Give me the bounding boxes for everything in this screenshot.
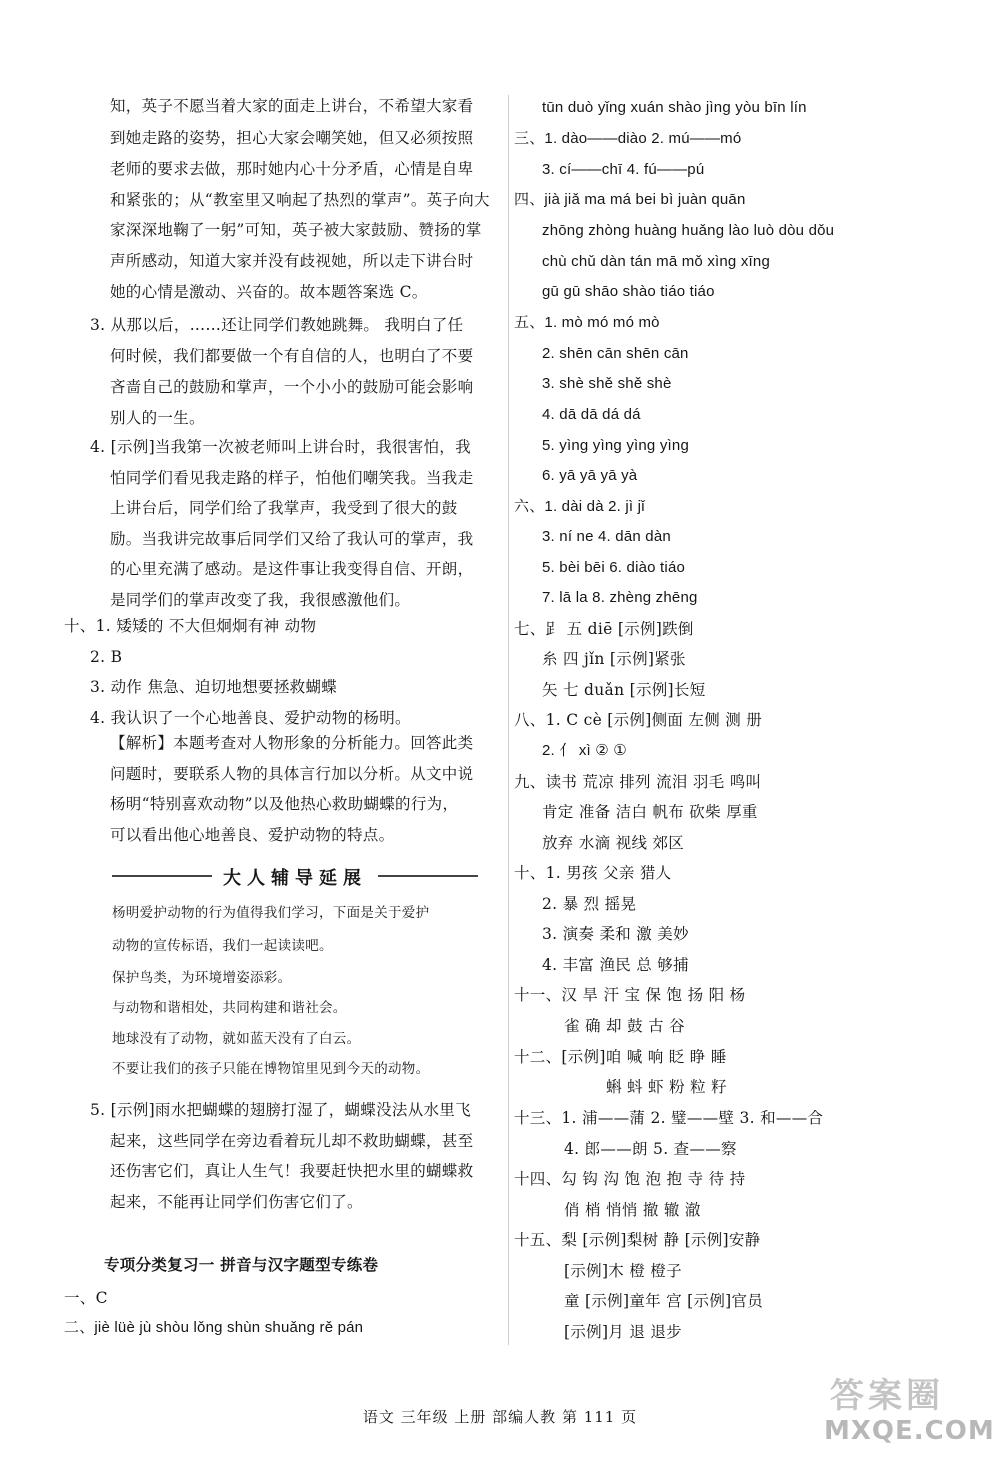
answer-line: 童 [示例]童年 宫 [示例]官员 bbox=[564, 1292, 764, 1310]
answer-line: 五、1. mò mó mó mò bbox=[514, 314, 660, 331]
answer-line: 3. ní ne 4. dān dàn bbox=[542, 528, 671, 545]
answer-line: 和紧张的；从“教室里又响起了热烈的掌声”。英子向大 bbox=[110, 191, 490, 209]
answer-line: 糸 四 jǐn [示例]紧张 bbox=[542, 650, 686, 668]
answer-line: 家深深地鞠了一躬”可知，英子被大家鼓励、赞扬的掌 bbox=[110, 221, 482, 239]
answer-line: 六、1. dài dà 2. jì jǐ bbox=[514, 498, 645, 515]
pinyin-line: 二、jiè lüè jù shòu lǒng shùn shuǎng rě pán bbox=[64, 1319, 364, 1336]
answer-line: 蝌 蚪 虾 粉 粒 籽 bbox=[606, 1078, 727, 1096]
answer-line: 3. 从那以后，……还让同学们教她跳舞。 我明白了任 bbox=[90, 316, 464, 334]
answer-line: 可以看出他心地善良、爱护动物的特点。 bbox=[110, 826, 395, 844]
extension-line: 地球没有了动物，就如蓝天没有了白云。 bbox=[112, 1031, 361, 1047]
answer-line: 十、1. 男孩 父亲 猎人 bbox=[514, 864, 672, 882]
extension-line: 与动物和谐相处，共同构建和谐社会。 bbox=[112, 1000, 347, 1016]
answer-line: 她的心情是激动、兴奋的。故本题答案选 C。 bbox=[110, 283, 428, 301]
answer-line: 十三、1. 浦——蒲 2. 璧——壁 3. 和——合 bbox=[514, 1109, 824, 1127]
answer-line: 问题时，要联系人物的具体言行加以分析。从文中说 bbox=[110, 765, 474, 783]
answer-line: 知，英子不愿当着大家的面走上讲台，不希望大家看 bbox=[110, 97, 474, 115]
extension-banner bbox=[112, 862, 478, 890]
banner-title: 大人辅导延展 bbox=[223, 868, 367, 889]
answer-line: 九、读书 荒凉 排列 流泪 羽毛 鸣叫 bbox=[514, 773, 762, 791]
answer-line: 3. 演奏 柔和 激 美妙 bbox=[542, 925, 689, 943]
answer-line: 三、1. dào——diào 2. mú——mó bbox=[514, 130, 742, 147]
watermark-url: MXQE.COM bbox=[824, 1416, 995, 1446]
answer-line: [示例]木 橙 橙子 bbox=[564, 1262, 682, 1280]
watermark-logo bbox=[820, 1368, 998, 1458]
answer-line: 十一、汉 旱 汗 宝 保 饱 扬 阳 杨 bbox=[514, 986, 746, 1004]
answer-line: tūn duò yǐng xuán shào jìng yòu bīn lín bbox=[542, 99, 807, 116]
answer-line: 4. 丰富 渔民 总 够捕 bbox=[542, 956, 689, 974]
answer-line: zhōng zhòng huàng huǎng lào luò dòu dǒu bbox=[542, 222, 835, 239]
answer-line: 矢 七 duǎn [示例]长短 bbox=[542, 681, 706, 699]
answer-line: 十四、勾 钩 沟 饱 泡 抱 寺 待 持 bbox=[514, 1170, 746, 1188]
answer-line: 何时候，我们都要做一个有自信的人，也明白了不要 bbox=[110, 347, 474, 365]
answer-line: 4. [示例]当我第一次被老师叫上讲台时，我很害怕，我 bbox=[90, 438, 471, 456]
answer-line: [示例]月 退 退步 bbox=[564, 1323, 682, 1341]
answer-line: 肯定 准备 洁白 帆布 砍柴 厚重 bbox=[542, 803, 758, 821]
answer-line: 3. cí——chī 4. fú——pú bbox=[542, 161, 705, 178]
section-title: 专项分类复习一 拼音与汉字题型专练卷 bbox=[104, 1256, 379, 1274]
extension-line: 保护鸟类，为环境增姿添彩。 bbox=[112, 970, 292, 986]
answer-line: 5. [示例]雨水把蝴蝶的翅膀打湿了，蝴蝶没法从水里飞 bbox=[90, 1101, 471, 1119]
answer-line: 七、𧾷 五 diē [示例]跌倒 bbox=[514, 620, 694, 638]
extension-line: 不要让我们的孩子只能在博物馆里见到今天的动物。 bbox=[112, 1061, 430, 1077]
extension-line: 动物的宣传标语，我们一起读读吧。 bbox=[112, 938, 333, 954]
answer-line: 一、C bbox=[64, 1289, 108, 1307]
answer-line: 十、1. 矮矮的 不大但炯炯有神 动物 bbox=[64, 617, 317, 635]
answer-line: 5. yìng yìng yìng yìng bbox=[542, 437, 689, 454]
answer-line: 俏 梢 悄悄 撤 辙 澈 bbox=[564, 1201, 701, 1219]
answer-line: 声所感动，知道大家并没有歧视她，所以走下讲台时 bbox=[110, 252, 474, 270]
answer-line: 3. shè shě shě shè bbox=[542, 375, 672, 392]
answer-line: 到她走路的姿势，担心大家会嘲笑她，但又必须按照 bbox=[110, 129, 474, 147]
answer-line: 雀 确 却 鼓 古 谷 bbox=[564, 1017, 685, 1035]
answer-line: 别人的一生。 bbox=[110, 409, 205, 427]
answer-line: 5. bèi bēi 6. diào tiáo bbox=[542, 559, 686, 576]
answer-line: 吝啬自己的鼓励和掌声，一个小小的鼓励可能会影响 bbox=[110, 378, 474, 396]
page-footer: 语文 三年级 上册 部编人教 第 111 页 bbox=[362, 1408, 638, 1426]
answer-line: gū gū shāo shào tiáo tiáo bbox=[542, 283, 715, 300]
answer-line: 起来，不能再让同学们伤害它们了。 bbox=[110, 1193, 363, 1211]
answer-line: 怕同学们看见我走路的样子，怕他们嘲笑我。当我走 bbox=[110, 469, 474, 487]
answer-line: 上讲台后，同学们给了我掌声，我受到了很大的鼓 bbox=[110, 499, 458, 517]
answer-line: 3. 动作 焦急、迫切地想要拯救蝴蝶 bbox=[90, 678, 338, 696]
answer-line: 4. dā dā dá dá bbox=[542, 406, 641, 423]
answer-line: 2. 暴 烈 摇晃 bbox=[542, 895, 637, 913]
answer-line: 6. yā yā yā yà bbox=[542, 467, 638, 484]
answer-line: 4. 郎——朗 5. 查——察 bbox=[564, 1140, 737, 1158]
column-divider bbox=[508, 95, 509, 1345]
watermark-text: 答案圈 bbox=[830, 1376, 944, 1416]
answer-line: 的心里充满了感动。是这件事让我变得自信、开朗， bbox=[110, 560, 474, 578]
answer-line: 4. 我认识了一个心地善良、爱护动物的杨明。 bbox=[90, 709, 411, 727]
answer-line: 杨明“特别喜欢动物”以及他热心救助蝴蝶的行为， bbox=[110, 795, 459, 813]
answer-line: 【解析】本题考查对人物形象的分析能力。回答此类 bbox=[110, 734, 474, 752]
answer-line: 八、1. C cè [示例]侧面 左侧 测 册 bbox=[514, 711, 763, 729]
answer-line: 2. shēn cān shēn cān bbox=[542, 345, 689, 362]
answer-line: 是同学们的掌声改变了我，我很感激他们。 bbox=[110, 591, 411, 609]
answer-line: 2. 亻 xì ② ① bbox=[542, 742, 627, 759]
answer-line: 还伤害它们，真让人生气！我要赶快把水里的蝴蝶救 bbox=[110, 1162, 474, 1180]
answer-line: 2. B bbox=[90, 648, 123, 666]
answer-line: 7. lā la 8. zhèng zhēng bbox=[542, 589, 698, 606]
extension-line: 杨明爱护动物的行为值得我们学习，下面是关于爱护 bbox=[112, 905, 430, 921]
answer-line: 起来，这些同学在旁边看着玩儿却不救助蝴蝶，甚至 bbox=[110, 1132, 474, 1150]
answer-line: 老师的要求去做，那时她内心十分矛盾，心情是自卑 bbox=[110, 160, 474, 178]
answer-line: 十二、[示例]咱 喊 响 眨 睁 睡 bbox=[514, 1048, 727, 1066]
answer-line: 十五、梨 [示例]梨树 静 [示例]安静 bbox=[514, 1231, 761, 1249]
answer-line: 励。当我讲完故事后同学们又给了我认可的掌声，我 bbox=[110, 530, 474, 548]
answer-line: 放弃 水滴 视线 郊区 bbox=[542, 834, 685, 852]
answer-line: chù chǔ dàn tán mā mǒ xìng xīng bbox=[542, 253, 770, 270]
answer-line: 四、jià jiǎ ma má bei bì juàn quān bbox=[514, 191, 746, 208]
